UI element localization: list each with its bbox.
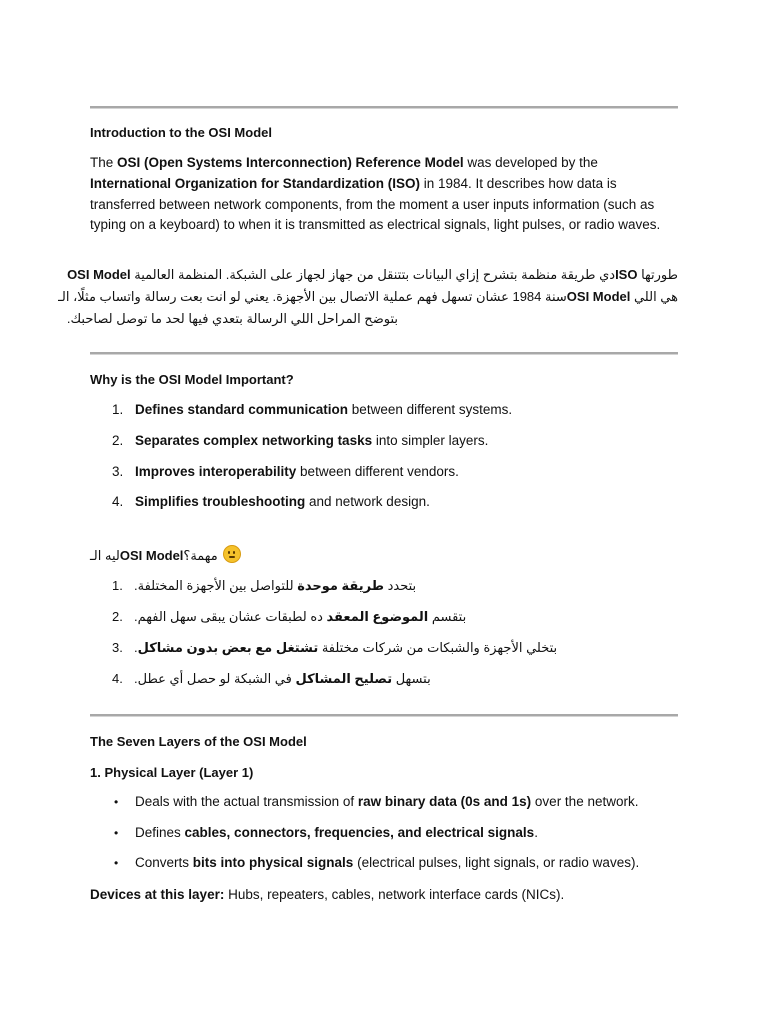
section-divider-2	[90, 352, 678, 354]
layers-heading: The Seven Layers of the OSI Model	[90, 734, 307, 749]
intro-heading: Introduction to the OSI Model	[90, 125, 272, 140]
intro-paragraph: The OSI (Open Systems Interconnection) Reference Model was developed by the International Organization for Standardization (ISO) in 1984. It describes how data is transferred between network components, from the moment a user inputs information (such as typing on a keyboard) to when it is transmitted as electrical signals, light pulses, or radio waves.	[90, 155, 661, 233]
devices-line: Devices at this layer: Hubs, repeaters, cables, network interface cards (NICs).	[90, 887, 565, 902]
physical-layer-heading: 1. Physical Layer (Layer 1)	[90, 765, 254, 780]
bullet-icon: •	[114, 856, 119, 870]
bullet-icon: •	[114, 826, 119, 840]
bullet-icon: •	[114, 795, 119, 809]
intro-arabic-line-1: طورتها ISOدي طريقة منظمة بتشرح إزاي البيانات بتتنقل من جهاز لجهاز على الشبكة. المنظمة العالمية OSI Model	[67, 267, 678, 282]
intro-arabic-line-2: هي اللي OSI Modelسنة 1984 عشان تسهل فهم عملية الاتصال بين الأجهزة. يعني لو انت بعت رسالة واتساب مثلًا، الـ	[58, 289, 678, 304]
why-arabic-heading: مهمة؟OSI Modelليه الـ	[90, 545, 290, 566]
thinking-face-icon	[223, 545, 241, 563]
why-heading: Why is the OSI Model Important?	[90, 372, 294, 387]
intro-arabic-line-3: بتوضح المراحل اللي الرسالة بتعدي فيها لحد ما توصل لصاحبك.	[66, 311, 398, 326]
section-divider-1	[90, 106, 678, 108]
section-divider-3	[90, 714, 678, 716]
